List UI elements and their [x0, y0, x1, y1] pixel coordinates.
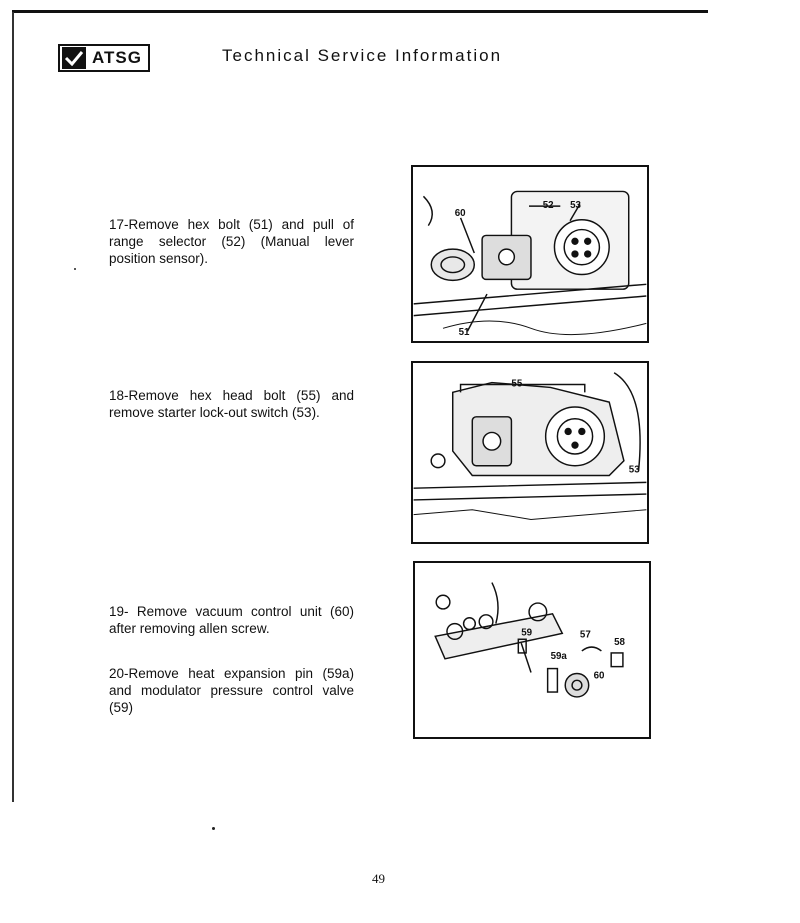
- callout-55: 55: [511, 378, 523, 390]
- page-title: Technical Service Information: [222, 46, 503, 65]
- figure-starter-lockout-switch: [411, 361, 649, 544]
- step-20-text: 20-Remove heat expansion pin (59a) and modulator pressure control valve (59): [109, 666, 354, 715]
- left-margin-rule: [12, 12, 14, 802]
- callout-52: 52: [542, 200, 554, 212]
- page-number: 49: [372, 871, 385, 886]
- atsg-logo: [58, 44, 150, 72]
- logo-text: ATSG: [92, 48, 142, 67]
- callout-58: 58: [614, 637, 625, 649]
- callout-51: 51: [458, 327, 470, 339]
- scan-speck: [74, 268, 76, 270]
- callout-53: 53: [570, 200, 581, 212]
- callout-57: 57: [579, 629, 591, 641]
- step-19-text: 19- Remove vacuum control unit (60) after removing allen screw.: [109, 604, 354, 636]
- step-17-text: 17-Remove hex bolt (51) and pull of range selector (52) (Manual lever position sensor).: [109, 217, 354, 266]
- callout-60-fig3: 60: [593, 670, 605, 682]
- step-18-text: 18-Remove hex head bolt (55) and remove starter lock-out switch (53).: [109, 388, 354, 420]
- top-rule: [12, 10, 708, 13]
- checkmark-icon: [62, 47, 86, 69]
- figure-range-selector: [411, 165, 649, 343]
- callout-53-fig2: 53: [628, 464, 640, 476]
- callout-59a: 59a: [550, 650, 567, 662]
- figure-vacuum-control-unit: [413, 561, 651, 739]
- callout-59: 59: [521, 627, 533, 639]
- callout-60: 60: [454, 207, 466, 219]
- scan-speck: [212, 827, 215, 830]
